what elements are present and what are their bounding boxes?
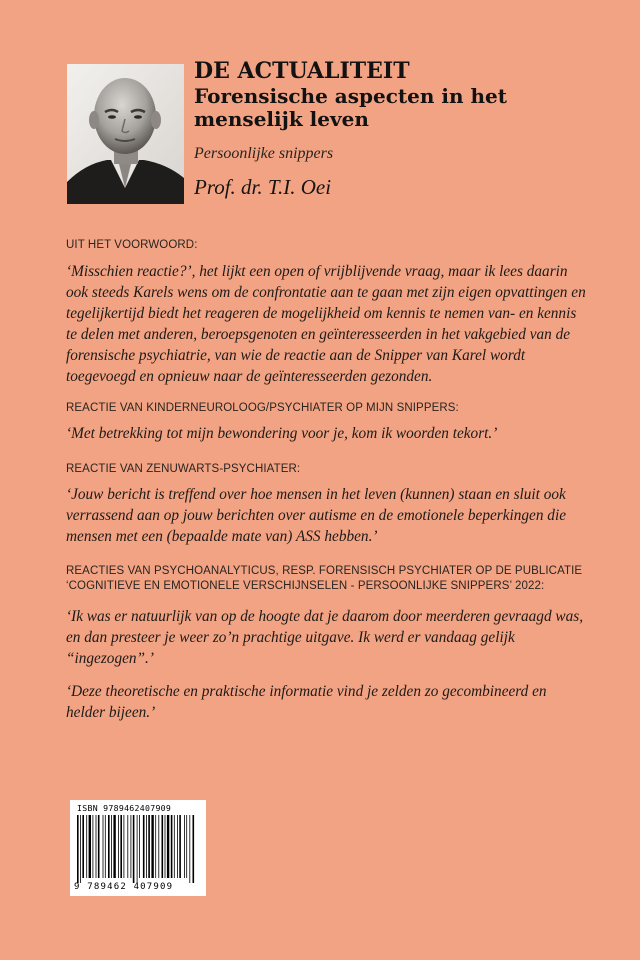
barcode-bar (93, 815, 94, 878)
barcode-bar (108, 815, 110, 878)
barcode-bar (143, 815, 145, 878)
section-psychoanalyticus (66, 564, 588, 723)
section-label: REACTIE VAN KINDERNEUROLOOG/PSYCHIATER OP MIJN SNIPPERS: (66, 402, 459, 414)
barcode-bar (177, 815, 178, 878)
quote: ‘Ik was er natuurlijk van op de hoogte dat je daarom door meerderen gevraagd was, en dan presteer je weer zo’n prachtige uitgave. Ik werd er vandaag gelijk “ingezogen”.’ (66, 608, 584, 667)
barcode-bar (155, 815, 156, 878)
barcode-bar (124, 815, 125, 878)
barcode-bar (96, 815, 97, 878)
barcode-bar (131, 815, 132, 878)
section-label-line-2: ‘COGNITIEVE EN EMOTIONELE VERSCHIJNSELEN - PERSOONLIJKE SNIPPERS’ 2022: (66, 580, 545, 592)
barcode-bar (137, 815, 138, 883)
section-voorwoord (66, 238, 588, 387)
book-title-line-1: Forensische aspecten in het (194, 84, 507, 108)
barcode-box (70, 800, 206, 896)
barcode-bar (120, 815, 122, 878)
barcode-graphic (76, 815, 200, 883)
book-title-line-2: menselijk leven (194, 107, 369, 131)
quote: ‘Deze theoretische en praktische informatie vind je zelden zo gecombineerd en helder bijeen.’ (66, 683, 547, 721)
section-label: UIT HET VOORWOORD: (66, 239, 198, 251)
barcode-bar (193, 815, 195, 883)
barcode-bar (139, 815, 140, 878)
barcode-bar (174, 815, 175, 878)
barcode-bar (89, 815, 91, 878)
barcode-bar (158, 815, 159, 878)
barcode-bar (127, 815, 128, 878)
section-label-line-1: REACTIES VAN PSYCHOANALYTICUS, RESP. FORENSISCH PSYCHIATER OP DE PUBLICATIE (66, 565, 583, 577)
barcode-bar (103, 815, 104, 878)
barcode-bar (118, 815, 119, 878)
barcode-bar (189, 815, 190, 883)
barcode-bar (186, 815, 187, 878)
barcode-bars (76, 815, 200, 883)
barcode-bar (113, 815, 115, 878)
quote: ‘Met betrekking tot mijn bewondering voor je, kom ik woorden tekort.’ (66, 425, 498, 442)
barcode-bar (111, 815, 112, 878)
section-kinderneuroloog (66, 401, 588, 444)
author-photo (67, 64, 184, 204)
barcode-bar (82, 815, 84, 878)
subtitle: Persoonlijke snippers (194, 145, 334, 162)
series-title: DE ACTUALITEIT (194, 58, 410, 84)
barcode-digits: 9 789462 407909 (74, 882, 174, 892)
barcode-bar (184, 815, 185, 878)
title-block (194, 58, 594, 199)
section-zenuwarts (66, 462, 588, 547)
quote: ‘Misschien reactie?’, het lijkt een open of vrijblijvende vraag, maar ik lees daarin ook steeds Karels wens om de confrontatie aan te gaan met zijn eigen opvattingen en tegelijkertijd biedt het reageren de mogelijkheid om kennis te nemen van- en kennis te delen met anderen, beroepsgenoten en geïnteresseerden in het vakgebied van de forensische psychiatrie, van wie de reactie aan de Snipper van Karel wordt toegevoegd en opnieuw naar de geïnteresseerden gezonden. (66, 263, 586, 385)
barcode-bar (151, 815, 153, 878)
barcode-bar (162, 815, 164, 878)
blurbs (66, 238, 588, 723)
barcode-bar (133, 815, 135, 883)
barcode-bar (86, 815, 87, 878)
barcode-bar (179, 815, 181, 878)
barcode-bar (167, 815, 169, 878)
isbn-label: ISBN 9789462407909 (77, 803, 172, 813)
section-label: REACTIE VAN ZENUWARTS-PSYCHIATER: (66, 463, 301, 475)
barcode-bar (77, 815, 79, 883)
barcode-bar (171, 815, 173, 878)
section-label (66, 564, 588, 594)
barcode-bar (105, 815, 106, 878)
quote: ‘Jouw bericht is treffend over hoe mensen in het leven (kunnen) staan en sluit ook verrassend aan op jouw berichten over autisme en de emotionele beperkingen die mensen met een (bepaalde mate van) ASS hebben.’ (66, 486, 566, 545)
author-name: Prof. dr. T.I. Oei (194, 175, 332, 199)
barcode-bar (80, 815, 81, 883)
barcode-bar (146, 815, 147, 878)
barcode-bar (165, 815, 166, 878)
barcode-bar (148, 815, 150, 878)
book-title (194, 85, 594, 131)
barcode-bar (98, 815, 100, 878)
